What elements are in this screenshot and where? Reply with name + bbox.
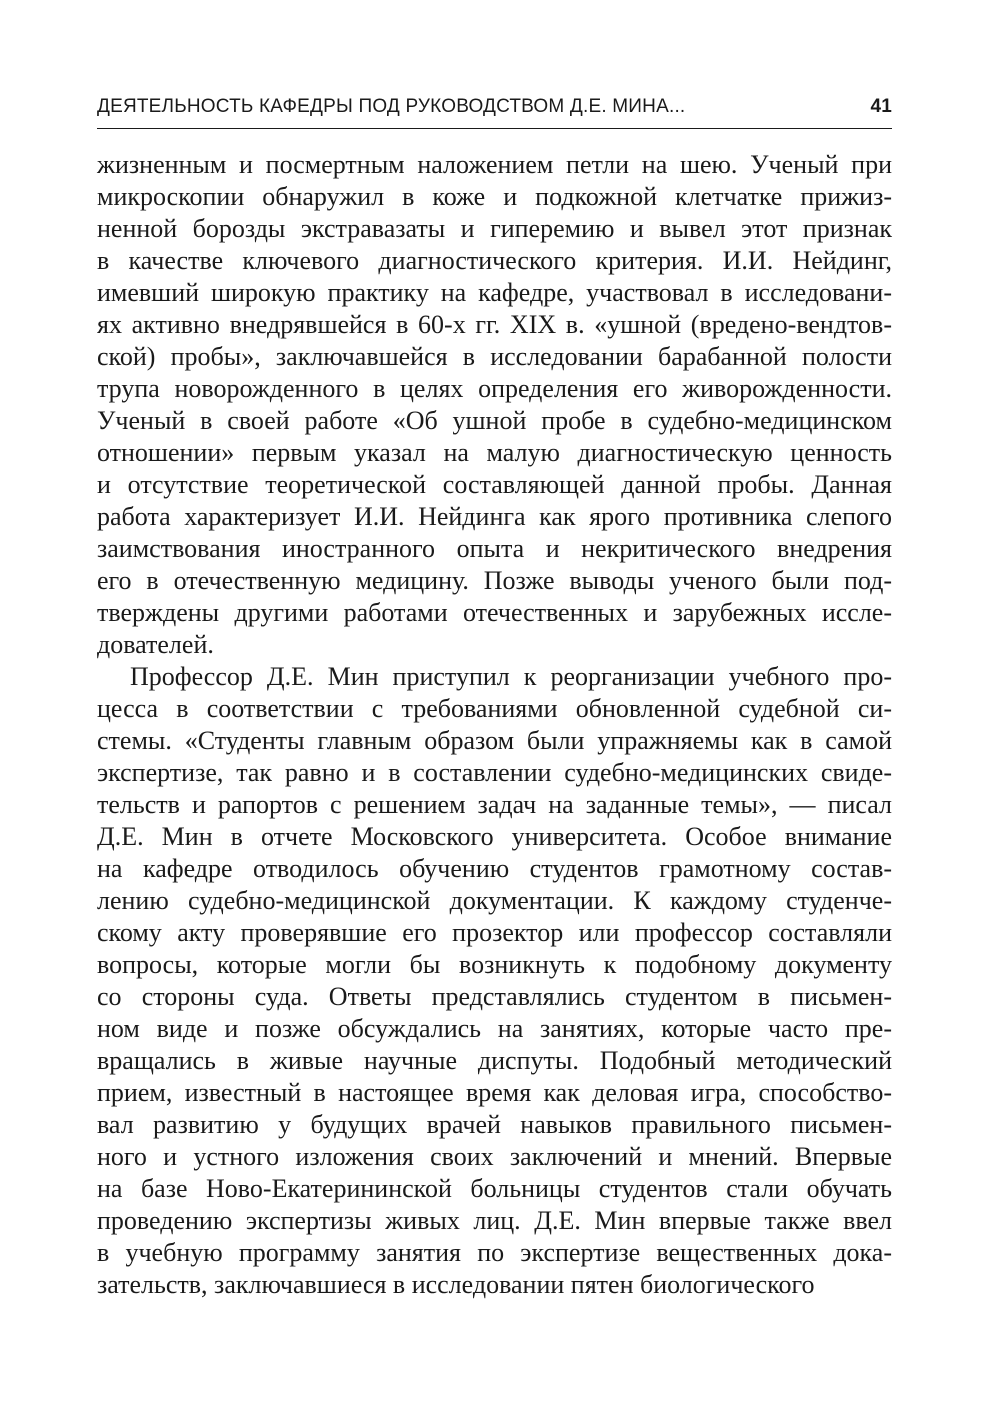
page-number: 41: [870, 96, 892, 117]
text-line: вал развитию у будущих врачей навыков правильного письмен-: [97, 1110, 892, 1139]
text-line: ного и устного изложения своих заключений и мнений. Впервые: [97, 1142, 892, 1171]
text-line: заимствования иностранного опыта и некритического внедрения: [97, 534, 892, 563]
text-line: в учебную программу занятия по экспертизе вещественных дока-: [97, 1238, 892, 1267]
text-line: ненной борозды экстравазаты и гиперемию и вывел этот признак: [97, 214, 892, 243]
running-header: [97, 96, 892, 129]
text-line: скому акту проверявшие его прозектор или профессор составляли: [97, 918, 892, 947]
running-header-title: ДЕЯТЕЛЬНОСТЬ КАФЕДРЫ ПОД РУКОВОДСТВОМ Д.Е. МИНА...: [97, 96, 686, 117]
text-line: экспертизе, так равно и в составлении судебно-медицинских свиде-: [97, 758, 892, 787]
text-line: ном виде и позже обсуждались на занятиях, которые часто пре-: [97, 1014, 892, 1043]
text-line: Профессор Д.Е. Мин приступил к реорганизации учебного про-: [130, 662, 892, 691]
text-line: микроскопии обнаружил в коже и подкожной клетчатке прижиз-: [97, 182, 892, 211]
text-line: дователей.: [97, 630, 214, 659]
text-line: зательств, заключавшиеся в исследовании пятен биологического: [97, 1270, 815, 1299]
paragraph: [97, 149, 892, 661]
text-line: на базе Ново-Екатерининской больницы студентов стали обучать: [97, 1174, 892, 1203]
text-line: и отсутствие теоретической составляющей данной пробы. Данная: [97, 470, 892, 499]
text-line: вращались в живые научные диспуты. Подобный методический: [97, 1046, 892, 1075]
text-line: тельств и рапортов с решением задач на заданные темы», — писал: [97, 790, 892, 819]
text-line: со стороны суда. Ответы представлялись студентом в письмен-: [97, 982, 892, 1011]
text-line: лению судебно-медицинской документации. К каждому студенче-: [97, 886, 892, 915]
text-line: трупа новорожденного в целях определения его живорожденности.: [97, 374, 892, 403]
text-line: стемы. «Студенты главным образом были упражняемы как в самой: [97, 726, 892, 755]
text-line: на кафедре отводилось обучению студентов грамотному состав-: [97, 854, 892, 883]
text-line: Д.Е. Мин в отчете Московского университета. Особое внимание: [97, 822, 892, 851]
text-line: ях активно внедрявшейся в 60-х гг. XIX в. «ушной (вредено-вендтов-: [97, 310, 892, 339]
text-line: прием, известный в настоящее время как деловая игра, способство-: [97, 1078, 892, 1107]
text-line: в качестве ключевого диагностического критерия. И.И. Нейдинг,: [97, 246, 892, 275]
text-line: Ученый в своей работе «Об ушной пробе в судебно-медицинском: [97, 406, 892, 435]
text-line: жизненным и посмертным наложением петли на шею. Ученый при: [97, 150, 892, 179]
text-line: его в отечественную медицину. Позже выводы ученого были под-: [97, 566, 892, 595]
text-line: тверждены другими работами отечественных и зарубежных иссле-: [97, 598, 892, 627]
body-text: [97, 149, 892, 1301]
text-line: проведению экспертизы живых лиц. Д.Е. Мин впервые также ввел: [97, 1206, 892, 1235]
book-page: [97, 96, 892, 1301]
text-line: ской) пробы», заключавшейся в исследовании барабанной полости: [97, 342, 892, 371]
paragraph: [97, 661, 892, 1301]
text-line: вопросы, которые могли бы возникнуть к подобному документу: [97, 950, 892, 979]
text-line: цесса в соответствии с требованиями обновленной судебной си-: [97, 694, 892, 723]
text-line: работа характеризует И.И. Нейдинга как ярого противника слепого: [97, 502, 892, 531]
text-line: имевший широкую практику на кафедре, участвовал в исследовани-: [97, 278, 892, 307]
text-line: отношении» первым указал на малую диагностическую ценность: [97, 438, 892, 467]
